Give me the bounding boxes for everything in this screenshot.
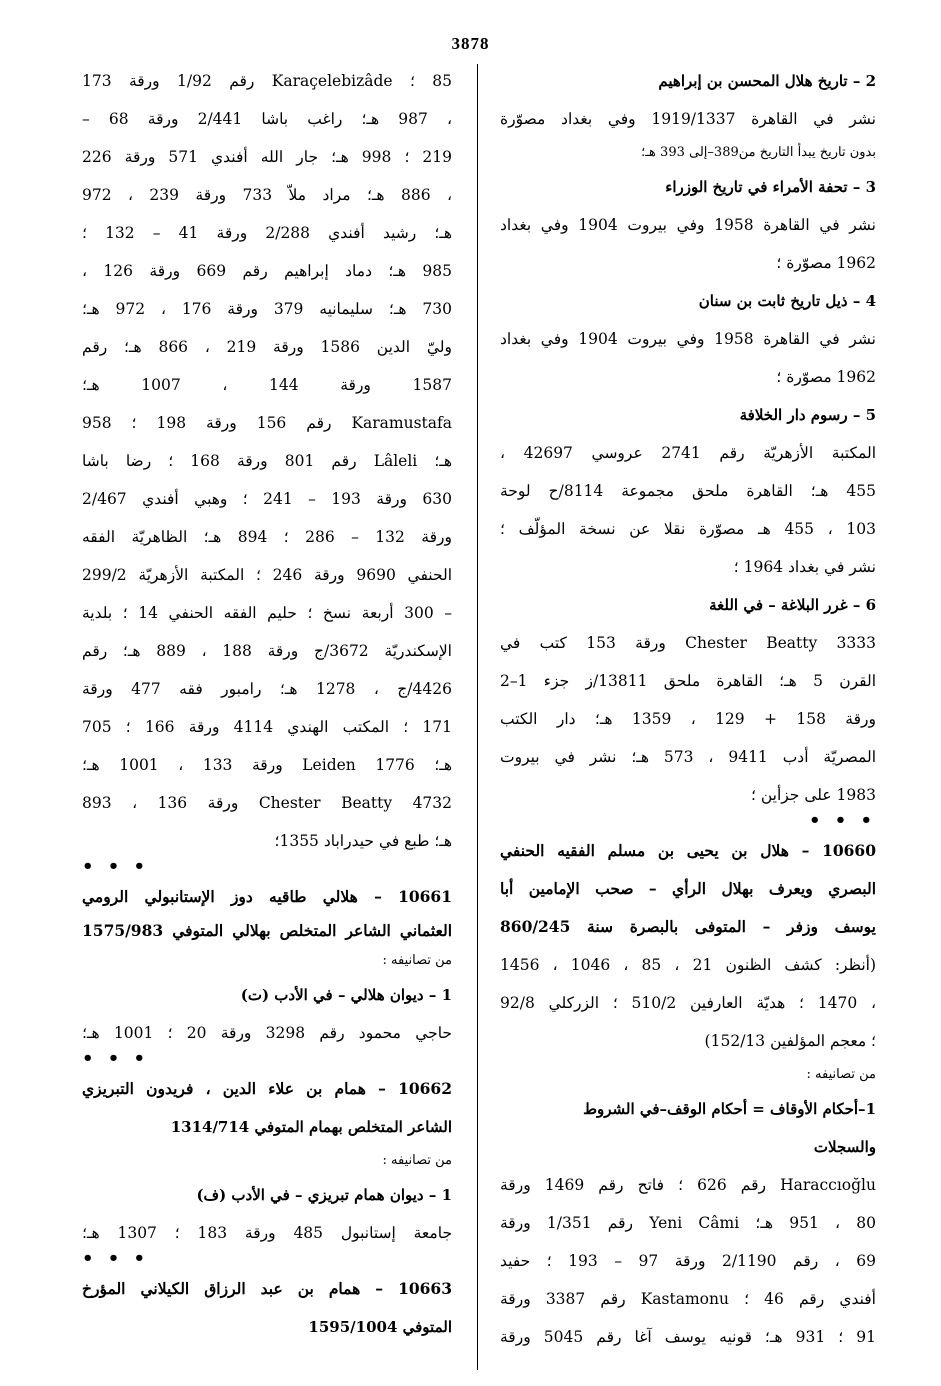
text-line: القرن 5 هـ؛ القاهرة ملحق 13811/ز جزء 1–2	[500, 672, 876, 690]
text-line: 219 ؛ 998 هـ؛ جار الله أفندي 571 ورقة 226	[82, 148, 452, 166]
text-line: ، 1470 ؛ هديّة العارفين 510/2 ؛ الزركلي 92/8	[500, 994, 876, 1012]
text-line: 103 ، 455 هـ مصوّرة نقلا عن نسخة المؤلّف ؛	[500, 520, 876, 538]
text-line: من تصانيفه :	[806, 1067, 876, 1082]
text-line: ورقة 158 + 129 ، 1359 هـ؛ دار الكتب	[500, 710, 876, 728]
text-line: نشر في القاهرة 1919/1337 وفي بغداد مصوّرة	[500, 110, 876, 128]
work-title: 1–أحكام الأوقاف = أحكام الوقف–في الشروط	[583, 1100, 876, 1118]
text-line: المصريّة أدب 9411 ، 573 هـ؛ نشر في بيروت	[500, 748, 876, 766]
separator-dots: • • •	[82, 860, 150, 877]
left-column	[82, 62, 452, 1346]
text-line: نشر في القاهرة 1958 وفي بيروت 1904 وفي بغداد	[500, 216, 876, 234]
text-line: هـ؛ Leiden 1776 ورقة 133 ، 1001 هـ؛	[82, 756, 452, 774]
entry-heading: البصري ويعرف بهلال الرأي – صحب الإمامين أبا	[500, 879, 876, 898]
text-line: هـ؛ طبع في حيدراباد 1355؛	[274, 832, 452, 850]
text-line: Chester Beatty 4732 ورقة 136 ، 893	[82, 794, 452, 812]
text-line: هـ؛ رشيد أفندي 2/288 ورقة 41 – 132 ؛	[82, 224, 452, 242]
work-title: 2 – تاريخ هلال المحسن بن إبراهيم	[658, 72, 876, 90]
entry-heading: 10660 – هلال بن يحيى بن مسلم الفقيه الحنفي	[500, 841, 876, 860]
text-line: أفندي رقم 46 ؛ Kastamonu رقم 3387 ورقة	[500, 1290, 876, 1308]
entry-heading: العثماني الشاعر المتخلص بهلالي المتوفي 1575/983	[82, 921, 452, 940]
text-line: 985 هـ؛ دماد إبراهيم رقم 669 ورقة 126 ،	[82, 262, 452, 280]
page-number: 3878	[451, 34, 490, 53]
text-line: Chester Beatty 3333 ورقة 153 كتب في	[500, 634, 876, 652]
text-line: 730 هـ؛ سليمانيه 379 ورقة 176 ، 972 هـ؛	[82, 300, 452, 318]
text-line: وليّ الدين 1586 ورقة 219 ، 866 هـ؛ رقم	[82, 338, 452, 356]
text-line: Haraccıoğlu رقم 626 ؛ فاتح رقم 1469 ورقة	[500, 1176, 876, 1194]
text-line: ، 886 هـ؛ مراد ملاّ 733 ورقة 239 ، 972	[82, 186, 452, 204]
text-line: ورقة 132 – 286 ؛ 894 هـ؛ الظاهريّة الفقه	[82, 528, 452, 546]
text-line: Karamustafa رقم 156 ورقة 198 ؛ 958	[82, 414, 452, 432]
text-line: 1587 ورقة 144 ، 1007 هـ؛	[82, 376, 452, 394]
text-line: 85 ؛ Karaçelebizâde رقم 1/92 ورقة 173	[82, 72, 452, 90]
text-line: ، 987 هـ؛ راغب باشا 2/441 ورقة 68 –	[82, 110, 452, 128]
text-line: 630 ورقة 193 – 241 ؛ وهبي أفندي 2/467	[82, 490, 452, 508]
work-title: الشاعر المتخلص بهمام المتوفي 1314/714	[170, 1118, 452, 1136]
text-line: 69 ، رقم 2/1190 ورقة 97 – 193 ؛ حفيد	[500, 1252, 876, 1270]
text-line: (أنظر: كشف الظنون 21 ، 85 ، 1046 ، 1456	[500, 956, 876, 974]
text-line: حاجي محمود رقم 3298 ورقة 20 ؛ 1001 هـ؛	[82, 1024, 452, 1042]
work-title: 5 – رسوم دار الخلافة	[739, 406, 876, 424]
separator-dots: • • •	[82, 1052, 150, 1069]
text-line: نشر في بغداد 1964 ؛	[733, 558, 876, 576]
text-line: الحنفي 9690 ورقة 246 ؛ المكتبة الأزهريّة 299/2	[82, 566, 452, 584]
text-line: من تصانيفه :	[382, 953, 452, 968]
work-title: 4 – ذيل تاريخ ثابت بن سنان	[698, 292, 876, 310]
text-line: 80 ، 951 هـ؛ Yeni Câmi رقم 1/351 ورقة	[500, 1214, 876, 1232]
text-line: المكتبة الأزهريّة رقم 2741 عروسي 42697 ،	[500, 444, 876, 462]
column-divider	[477, 64, 478, 1370]
text-line: 1983 على جزأين ؛	[750, 786, 876, 804]
right-column	[500, 62, 876, 1356]
text-line: ؛ معجم المؤلفين 152/13)	[704, 1032, 876, 1050]
entry-heading: 10662 – همام بن علاء الدين ، فريدون التبريزي	[82, 1079, 452, 1098]
work-title: والسجلات	[813, 1138, 876, 1156]
text-line: 455 هـ؛ القاهرة ملحق مجموعة 8114/ح لوحة	[500, 482, 876, 500]
text-line: جامعة إستانبول 485 ورقة 183 ؛ 1307 هـ؛	[82, 1224, 452, 1242]
text-line: 1962 مصوّرة ؛	[776, 368, 876, 386]
text-line: 171 ؛ المكتب الهندي 4114 ورقة 166 ؛ 705	[82, 718, 452, 736]
separator-dots: • • •	[82, 1252, 150, 1269]
text-line: بدون تاريخ يبدأ التاريخ من389–إلى 393 هـ؛	[641, 145, 876, 160]
work-title: 6 – غرر البلاغة – في اللغة	[709, 596, 876, 614]
separator-dots: • • •	[808, 814, 876, 831]
text-line: نشر في القاهرة 1958 وفي بيروت 1904 وفي بغداد	[500, 330, 876, 348]
text-line: هـ؛ Lâleli رقم 801 ورقة 168 ؛ رضا باشا	[82, 452, 452, 470]
text-line: – 300 أربعة نسخ ؛ حليم الفقه الحنفي 14 ؛ بلدية	[82, 604, 452, 622]
text-line: من تصانيفه :	[382, 1153, 452, 1168]
work-title: 3 – تحفة الأمراء في تاريخ الوزراء	[665, 178, 876, 196]
work-title: المتوفي 1595/1004	[308, 1318, 452, 1336]
text-line: 91 ؛ 931 هـ؛ قونيه يوسف آغا رقم 5045 ورقة	[500, 1328, 876, 1346]
entry-heading: يوسف وزفر – المتوفى بالبصرة سنة 860/245	[500, 917, 876, 936]
text-line: 4426/ج ، 1278 هـ؛ رامبور فقه 477 ورقة	[82, 680, 452, 698]
text-line: 1962 مصوّرة ؛	[776, 254, 876, 272]
entry-heading: 10661 – هلالي طاقيه دوز الإستانبولي الرومي	[82, 887, 452, 906]
entry-heading: 10663 – همام بن عبد الرزاق الكيلاني المؤرخ	[82, 1279, 452, 1298]
work-title: 1 – ديوان همام تبريزي – في الأدب (ف)	[196, 1186, 452, 1204]
work-title: 1 – ديوان هلالي – في الأدب (ت)	[240, 986, 452, 1004]
text-line: الإسكندريّة 3672/ج ورقة 188 ، 889 هـ؛ رقم	[82, 642, 452, 660]
